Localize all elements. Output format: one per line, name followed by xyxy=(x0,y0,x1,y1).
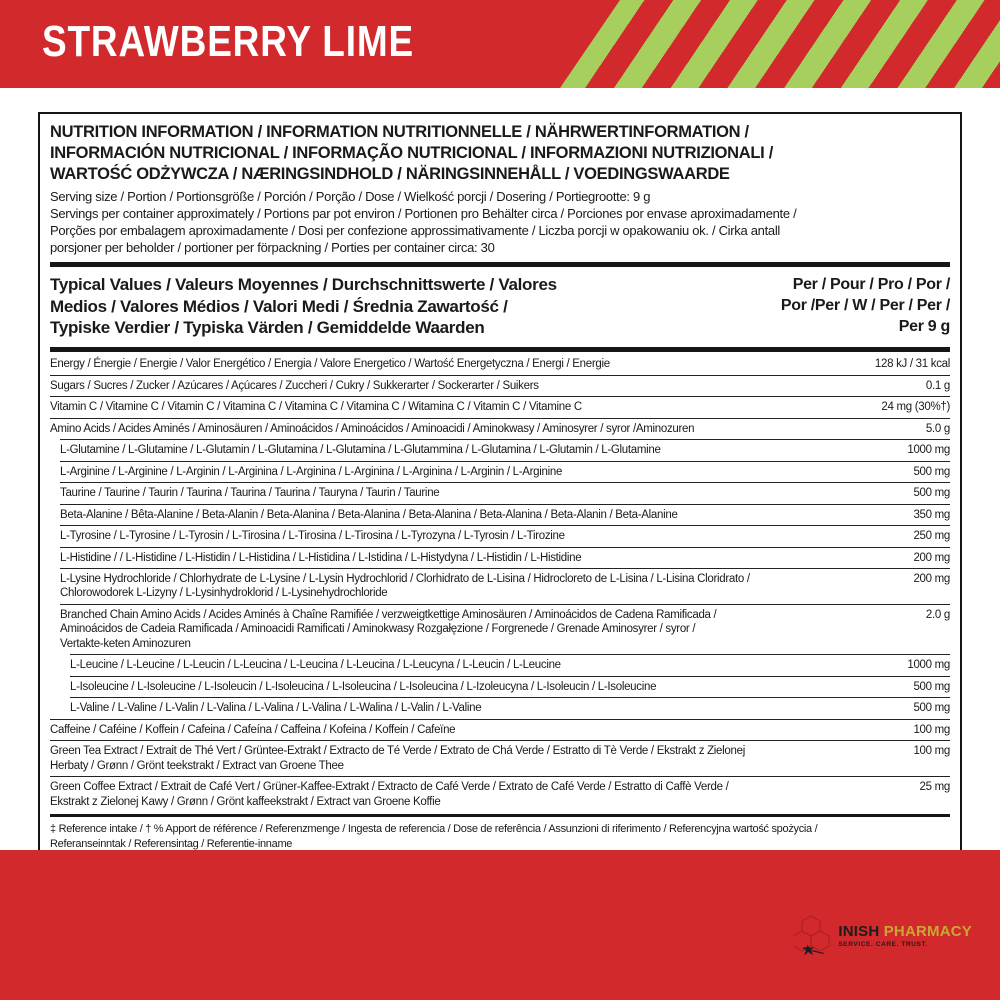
bottom-red-band xyxy=(0,850,1000,1000)
nutrient-value: 200 mg xyxy=(913,551,950,564)
nutrient-row xyxy=(60,482,950,503)
nutrient-row xyxy=(70,676,950,697)
nutrient-name: L-Leucine / L-Leucine / L-Leucin / L-Leucina / L-Leucina / L-Leucina / L-Leucyna / L-Leucin / L-Leucine xyxy=(70,659,561,672)
nutrient-row xyxy=(60,547,950,568)
pharmacy-name-secondary: PHARMACY xyxy=(879,922,972,940)
flavor-title: STRAWBERRY LIME xyxy=(42,17,414,66)
nutrient-name: Taurine / Taurine / Taurin / Taurina / Taurina / Taurina / Tauryna / Taurin / Taurine xyxy=(60,487,440,500)
nutrient-value: 0.1 g xyxy=(925,379,950,392)
nutrient-name: Energy / Énergie / Energie / Valor Energético / Energia / Valore Energetico / Wartość Energetyczna / Energi / Energie xyxy=(50,358,610,371)
nutrient-row xyxy=(60,504,950,525)
nutrient-row xyxy=(70,697,950,718)
nutrient-row xyxy=(60,568,950,604)
nutrient-value: 500 mg xyxy=(913,487,950,500)
nutrient-row xyxy=(50,396,950,417)
molecule-shamrock-icon xyxy=(794,912,836,958)
divider-bar-header xyxy=(50,347,950,352)
nutrient-value: 500 mg xyxy=(913,680,950,693)
nutrient-name: L-Lysine Hydrochloride / Chlorhydrate de L-Lysine / L-Lysin Hydrochlorid / Clorhidrato de L-Lisina / Hidrocloreto de L-Lisina / L-Lisina Cloridrato / Chlorowodorek L-Lizyny / L-Lysinhydroklorid / L-Lysinehydrochloride xyxy=(60,572,750,600)
nutrient-row xyxy=(60,525,950,546)
nutrient-name: Beta-Alanine / Bêta-Alanine / Beta-Alanin / Beta-Alanina / Beta-Alanina / Beta-Alanina / Beta-Alanina / Beta-Alanin / Beta-Alanine xyxy=(60,508,678,521)
diagonal-stripes-decoration xyxy=(560,0,1000,88)
nutrient-value: 100 mg xyxy=(913,723,950,736)
nutrient-row xyxy=(60,439,950,460)
nutrient-row xyxy=(60,604,950,654)
nutrient-row xyxy=(50,740,950,776)
nutrient-row xyxy=(50,418,950,439)
flavor-banner xyxy=(0,0,1000,88)
nutrient-value: 200 mg xyxy=(913,572,950,585)
nutrient-name: Green Tea Extract / Extrait de Thé Vert / Grüntee-Extrakt / Extracto de Té Verde / Extrato de Chá Verde / Estratto di Tè Verde / Ekstrakt z Zielonej Herbaty / Grønn / Grönt teekstrakt / Extract van Groene Thee xyxy=(50,745,745,772)
nutrient-value: 350 mg xyxy=(913,508,950,521)
nutrient-name: L-Tyrosine / L-Tyrosine / L-Tyrosin / L-Tirosina / L-Tirosina / L-Tirosina / L-Tyrozyna / L-Tyrosin / L-Tirozine xyxy=(60,530,565,543)
nutrient-row xyxy=(50,354,950,374)
nutrient-value: 24 mg (30%†) xyxy=(881,401,950,414)
serving-info xyxy=(50,189,950,257)
nutrient-row xyxy=(70,654,950,675)
pharmacy-tagline: SERVICE. CARE. TRUST. xyxy=(838,940,928,948)
nutrient-name: Vitamin C / Vitamine C / Vitamin C / Vitamina C / Vitamina C / Vitamina C / Witamina C / Vitamin C / Vitamine C xyxy=(50,401,582,414)
nutrient-name: L-Isoleucine / L-Isoleucine / L-Isoleucin / L-Isoleucina / L-Isoleucina / L-Isoleucina / L-Izoleucyna / L-Isoleucin / L-Isoleucine xyxy=(70,680,657,693)
nutrient-row xyxy=(50,719,950,740)
nutrient-row xyxy=(50,375,950,396)
nutrient-name: L-Arginine / L-Arginine / L-Arginin / L-Arginina / L-Arginina / L-Arginina / L-Arginina / L-Arginin / L-Arginine xyxy=(60,465,563,478)
nutrient-row xyxy=(50,776,950,812)
pharmacy-logo xyxy=(794,912,972,958)
nutrient-value: 500 mg xyxy=(913,702,950,715)
nutrition-title: NUTRITION INFORMATION / INFORMATION NUTRITIONNELLE / NÄHRWERTINFORMATION / INFORMACIÓN NUTRICIONAL / INFORMAÇÃO NUTRICIONAL / INFORMAZIONI NUTRIZIONALI / WARTOŚĆ ODŻYWCZA / NÆRINGSINDHOLD / NÄRINGSINNEHÅLL / VOEDINGSWAARDE xyxy=(50,123,774,184)
nutrient-value: 25 mg xyxy=(919,781,950,794)
nutrient-value: 2.0 g xyxy=(925,608,950,621)
nutrient-name: Amino Acids / Acides Aminés / Aminosäuren / Aminoácidos / Aminoácidos / Aminoacidi / Aminokwasy / Aminosyrer / syror /Aminozuren xyxy=(50,422,695,435)
nutrition-panel xyxy=(38,112,962,866)
nutrient-name: L-Histidine / / L-Histidine / L-Histidin / L-Histidina / L-Histidina / L-Istidina / L-Histydyna / L-Histidin / L-Histidine xyxy=(60,551,582,564)
nutrient-value: 250 mg xyxy=(913,530,950,543)
table-header-per-serving: Per / Pour / Pro / Por / Por /Per / W / Per / Per / Per 9 g xyxy=(780,275,950,336)
pharmacy-name xyxy=(838,923,972,940)
nutrient-name: Green Coffee Extract / Extrait de Café Vert / Grüner-Kaffee-Extrakt / Extracto de Café Verde / Extrato de Café Verde / Estratto di Caffè Verde / Ekstrakt z Zielonej Kawy / Grønn / Grönt kaffeekstrakt / Extract van Groene Koffie xyxy=(50,781,729,808)
serving-size-text: Serving size / Portion / Portionsgröße / Porción / Porção / Dose / Wielkość porcji / Dosering / Portiegrootte: 9 g xyxy=(50,189,651,205)
nutrient-value: 1000 mg xyxy=(907,659,950,672)
nutrient-name: Sugars / Sucres / Zucker / Azúcares / Açúcares / Zuccheri / Cukry / Sukkerarter / Sockerarter / Suikers xyxy=(50,379,539,392)
nutrient-value: 5.0 g xyxy=(925,422,950,435)
nutrient-row xyxy=(60,461,950,482)
nutrient-value: 100 mg xyxy=(913,745,950,758)
nutrient-name: Branched Chain Amino Acids / Acides Aminés à Chaîne Ramifiée / verzweigtkettige Aminosäuren / Aminoácidos de Cadena Ramificada / Aminoácidos de Cadeia Ramificada / Aminoacidi Ramificati / Aminokwasy Rozgałęzione / Forgrenede / Grenade Aminosyrer / syror / Vertakte-keten Aminozuren xyxy=(60,608,717,650)
nutrient-value: 500 mg xyxy=(913,465,950,478)
nutrient-value: 1000 mg xyxy=(907,444,950,457)
nutrient-name: L-Glutamine / L-Glutamine / L-Glutamin / L-Glutamina / L-Glutamina / L-Glutammina / L-Glutamina / L-Glutamin / L-Glutamine xyxy=(60,444,661,457)
table-header-typical-values: Typical Values / Valeurs Moyennes / Durchschnittswerte / Valores Medios / Valores Médios / Valori Medi / Średnia Zawartość / Typiske Verdier / Typiska Värden / Gemiddelde Waarden xyxy=(50,274,557,338)
pharmacy-logo-text xyxy=(838,923,972,948)
nutrient-name: L-Valine / L-Valine / L-Valin / L-Valina / L-Valina / L-Valina / L-Walina / L-Valin / L-Valine xyxy=(70,702,482,715)
pharmacy-name-primary: INISH xyxy=(838,922,880,940)
nutrient-name: Caffeine / Caféine / Koffein / Cafeina / Cafeína / Caffeina / Kofeina / Koffein / Cafeïne xyxy=(50,723,456,736)
nutrition-table-rows xyxy=(50,354,950,812)
reference-intake-footnote: ‡ Reference intake / † % Apport de référence / Referenzmenge / Ingesta de referencia / Dose de referência / Assunzioni di riferimento / Referencyjna wartość spożycia / Referanseinntak / Referensintag / Referentie-inname xyxy=(50,823,818,851)
table-header xyxy=(50,267,950,347)
nutrient-value: 128 kJ / 31 kcal xyxy=(874,358,950,371)
servings-per-container-text: Servings per container approximately / Portions par pot environ / Portionen pro Behälter circa / Porciones por envase aproximadamente / Porções por embalagem aproximadamente / Dosi per confezione approssimativamente / Liczba porcji w opakowaniu ok. / Cirka antall porsjoner per beholder / portioner per förpackning / Porties per container circa: 30 xyxy=(50,206,797,255)
